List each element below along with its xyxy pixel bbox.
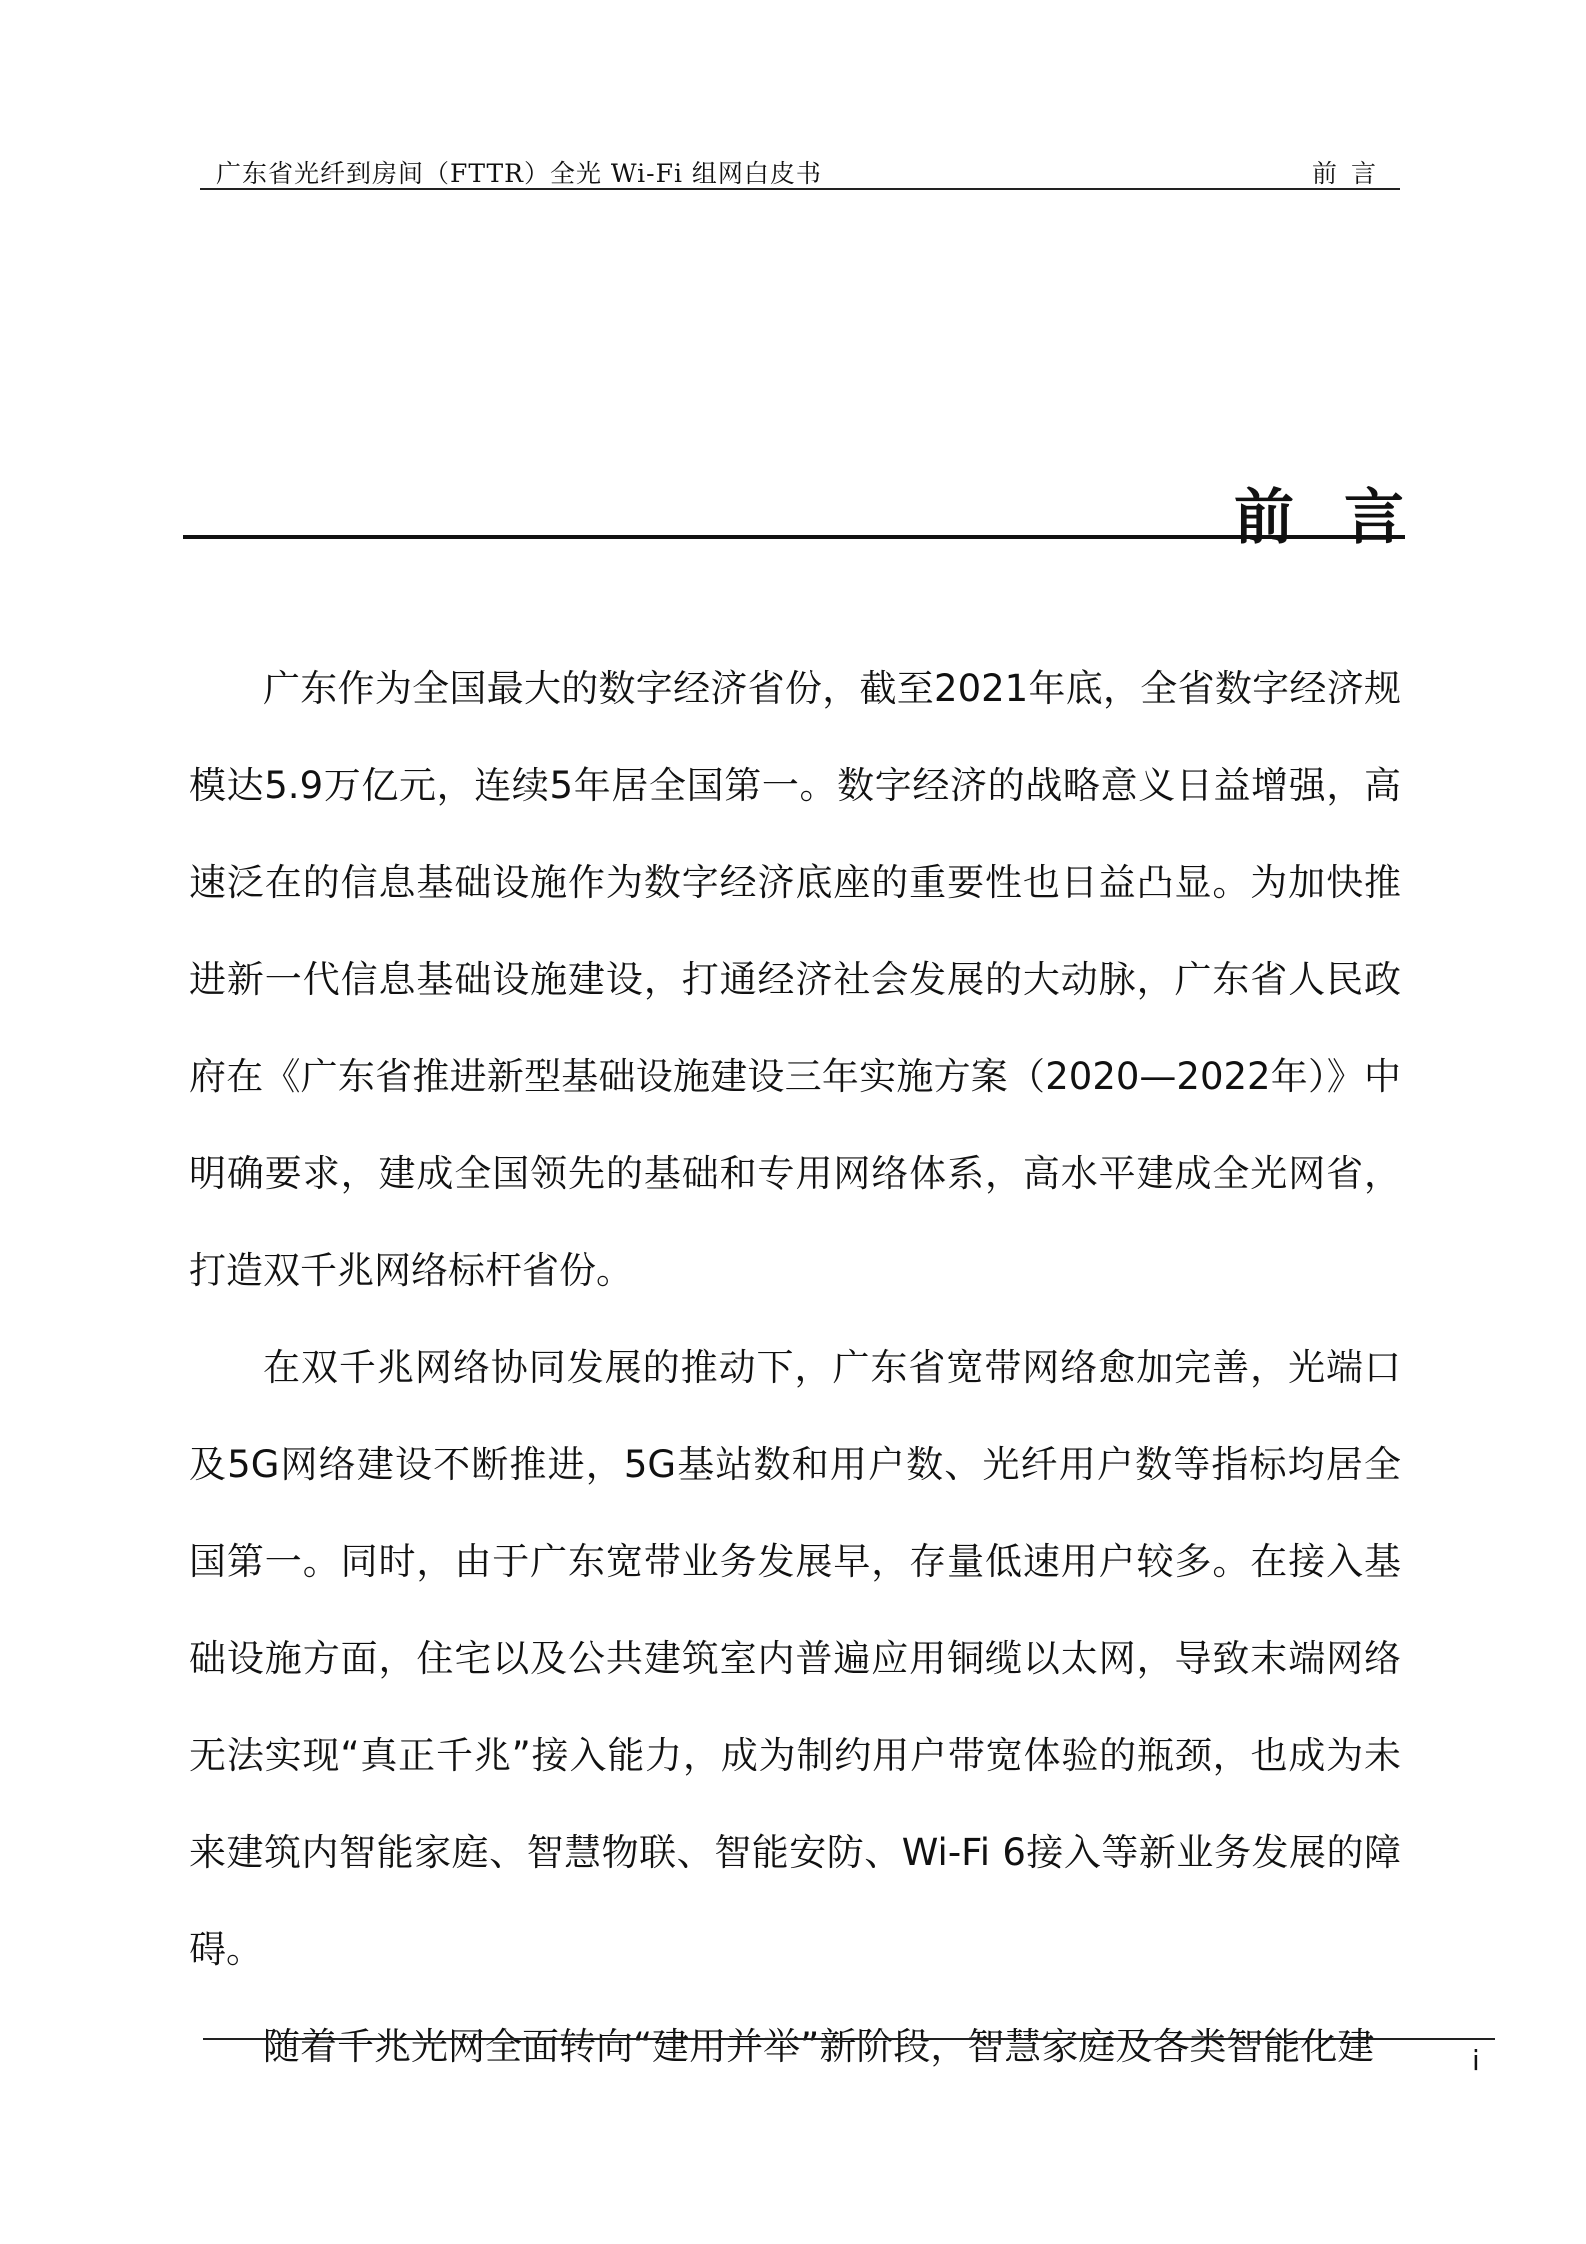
document-title: 广东省光纤到房间（FTTR）全光 Wi-Fi 组网白皮书 <box>216 159 822 188</box>
chapter-title: 前言 <box>1234 483 1454 554</box>
section-name: 前言 <box>1311 159 1390 188</box>
preface-body <box>189 640 1401 2095</box>
page-number: i <box>1472 2044 1480 2077</box>
chapter-divider <box>183 535 1405 539</box>
paragraph-2: 在双千兆网络协同发展的推动下，广东省宽带网络愈加完善，光端口及5G网络建设不断推进，5G基站数和用户数、光纤用户数等指标均居全国第一。同时，由于广东宽带业务发展早，存量低速用户较多。在接入基础设施方面，住宅以及公共建筑室内普遍应用铜缆以太网，导致末端网络无法实现“真正千兆”接入能力，成为制约用户带宽体验的瓶颈，也成为未来建筑内智能家庭、智慧物联、智能安防、Wi-Fi 6接入等新业务发展的障碍。 <box>189 1346 1401 1971</box>
running-header <box>200 150 1400 190</box>
paragraph-1: 广东作为全国最大的数字经济省份，截至2021年底，全省数字经济规模达5.9万亿元，连续5年居全国第一。数字经济的战略意义日益增强，高速泛在的信息基础设施作为数字经济底座的重要性也日益凸显。为加快推进新一代信息基础设施建设，打通经济社会发展的大动脉，广东省人民政府在《广东省推进新型基础设施建设三年实施方案（2020—2022年）》中明确要求，建成全国领先的基础和专用网络体系，高水平建成全光网省，打造双千兆网络标杆省份。 <box>189 667 1401 1292</box>
footer-divider <box>203 2038 1495 2040</box>
paragraph-3: 随着千兆光网全面转向“建用并举”新阶段，智慧家庭及各类智能化建 <box>263 2025 1375 2068</box>
